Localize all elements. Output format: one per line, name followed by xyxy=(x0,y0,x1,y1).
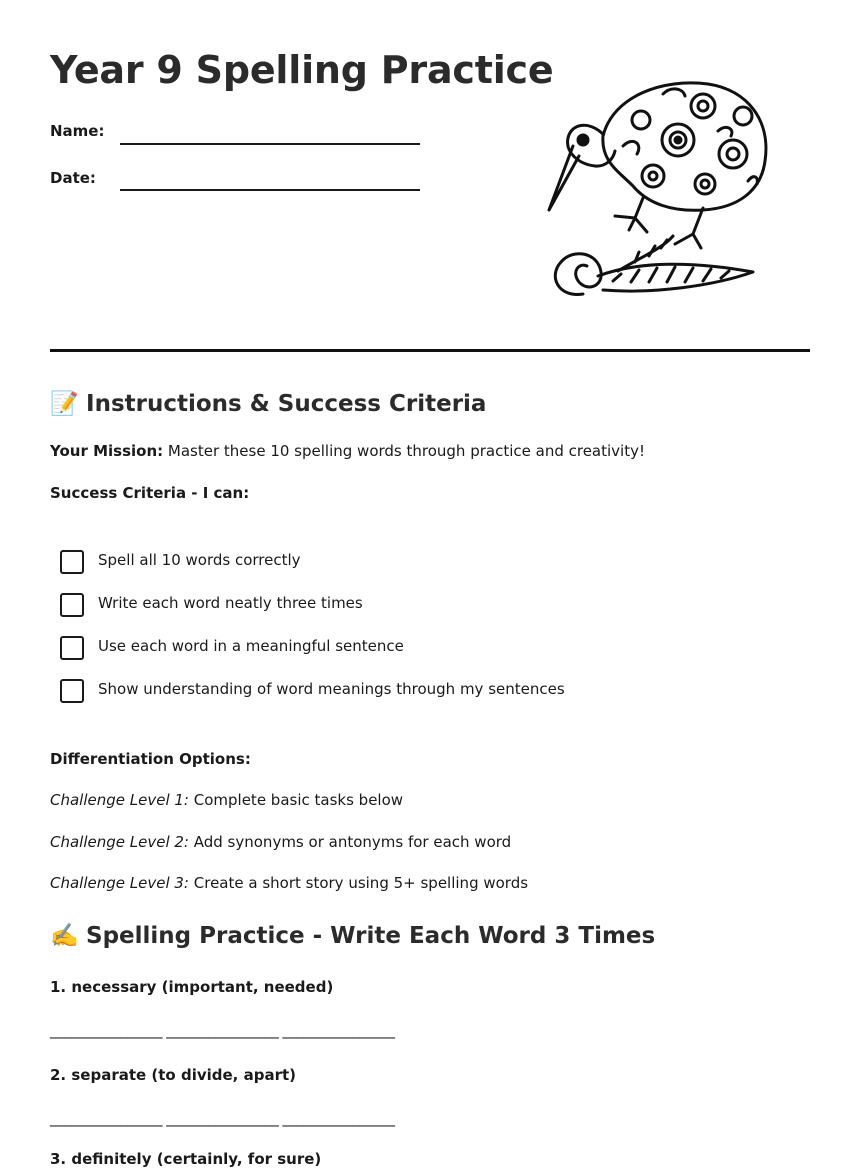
differentiation-label: Differentiation Options: xyxy=(50,750,251,768)
checkbox[interactable] xyxy=(60,593,84,617)
challenge-level xyxy=(50,874,528,892)
checkbox[interactable] xyxy=(60,550,84,574)
instructions-heading xyxy=(50,390,486,417)
checkbox[interactable] xyxy=(60,679,84,703)
challenge-level-label: Challenge Level 2: xyxy=(50,833,189,851)
mission-paragraph xyxy=(50,442,645,460)
writing-blanks[interactable]: ________________ ________________ ________________ xyxy=(50,1021,395,1039)
kiwi-illustration-icon xyxy=(543,76,773,312)
mission-label: Your Mission: xyxy=(50,442,164,460)
challenge-level-text: Create a short story using 5+ spelling words xyxy=(188,874,529,892)
word-heading: 3. definitely (certainly, for sure) xyxy=(50,1150,322,1168)
writing-blanks[interactable]: ________________ ________________ ________________ xyxy=(50,1109,395,1127)
instructions-heading-text: Instructions & Success Criteria xyxy=(86,391,487,417)
criteria-text: Spell all 10 words correctly xyxy=(98,551,301,569)
header-divider xyxy=(50,349,810,352)
practice-heading-text: Spelling Practice - Write Each Word 3 Times xyxy=(86,923,656,949)
challenge-level xyxy=(50,791,403,809)
challenge-level xyxy=(50,833,511,851)
practice-heading xyxy=(50,922,655,949)
date-field[interactable] xyxy=(120,189,420,191)
challenge-level-text: Add synonyms or antonyms for each word xyxy=(188,833,512,851)
challenge-level-label: Challenge Level 3: xyxy=(50,874,189,892)
page-title: Year 9 Spelling Practice xyxy=(50,48,554,92)
criteria-text: Show understanding of word meanings through my sentences xyxy=(98,680,565,698)
criteria-text: Use each word in a meaningful sentence xyxy=(98,637,404,655)
criteria-label: Success Criteria - I can: xyxy=(50,484,250,502)
mission-text: Master these 10 spelling words through practice and creativity! xyxy=(163,442,645,460)
challenge-level-text: Complete basic tasks below xyxy=(188,791,404,809)
name-label: Name: xyxy=(50,122,105,140)
date-label: Date: xyxy=(50,169,96,187)
criteria-text: Write each word neatly three times xyxy=(98,594,363,612)
checkbox[interactable] xyxy=(60,636,84,660)
challenge-level-label: Challenge Level 1: xyxy=(50,791,189,809)
writing-hand-icon: ✍️ xyxy=(50,923,79,949)
word-heading: 2. separate (to divide, apart) xyxy=(50,1066,296,1084)
name-field[interactable] xyxy=(120,143,420,145)
word-heading: 1. necessary (important, needed) xyxy=(50,978,334,996)
memo-icon: 📝 xyxy=(50,391,79,417)
